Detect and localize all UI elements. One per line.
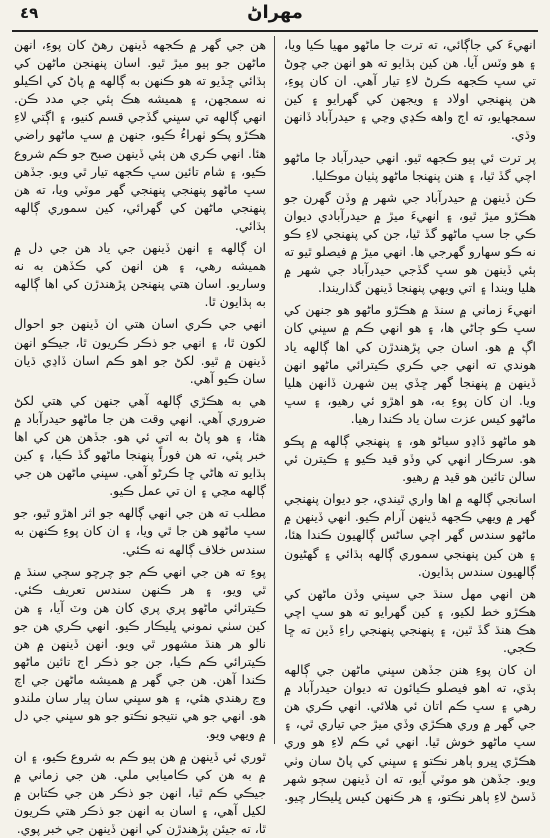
page-header [0,0,550,30]
paragraph: انهيءَ کي جاڳائي، ته ترت جا ماڻهو مهيا ڪيا ويا، ۽ هو وٽس آيا. هن کين ٻڌايو ته هو انهن جي چوڻ تي سڀ ڪجهه ڪرڻ لاءِ تيار آهي. ان کان پوءِ، هن پنهنجي اولاد ۽ ويجهن کي گهرايو ۽ کين سمجهايو، ته اڄ واهه ڪڍي وڃي ۽ حيدرآباد ڏانهن وڌي. [284,37,536,143]
paragraph: ان ڳالهه ۽ انهن ڏينهن جي ياد هن جي دل ۾ هميشه رهي، ۽ هن انهن کي ڪڏهن به نه وساريو. اسان هتي پنهنجن پڙهندڙن کي اها ڳالهه به ٻڌايون ٿا. [14,240,266,310]
right-column [284,36,536,804]
paragraph: هي به هڪڙي ڳالهه آهي جنهن کي هتي لکڻ ضروري آهي. انهي وقت هن جا ماڻهو حيدرآباد ۾ هئا، ۽ هو پاڻ به اتي ئي هو. جڏهن هن کي اها خبر پئي، ته هن فوراً پنهنجا ماڻهو گڏ ڪيا، ۽ کين ٻڌايو ته هاڻي ڇا ڪرڻو آهي. سڀني ماڻهن هن جي ڳالهه مڃي ۽ ان تي عمل ڪيو. [14,392,266,499]
paragraph: ان کان پوءِ هنن جڏهن سڀني ماڻهن جي ڳالهه ٻڌي، ته اهو فيصلو ڪيائون ته ديوان حيدرآباد ۾ رهي ۽ سڀ ڪم اتان ئي هلائي. انهي ڪري هن جي گهر ۾ وري هڪڙي وڏي ميڙ جي تياري ٿي، ۽ سڀ ماڻهو خوش ٿيا. انهي ئي ڪم لاءِ هو وري هڪڙي ڀيرو ٻاهر نڪتو ۽ سڀني کي پاڻ سان وٺي ويو. جڏهن هو موٽي آيو، ته ان ڏينهن سڄو شهر ڏسڻ لاءِ ٻاهر نڪتو، ۽ هر ڪنهن کيس ڀليڪار چيو. [284,662,536,804]
header-rule [12,30,538,32]
paragraph: مطلب ته هن جي انهي ڳالهه جو اثر اهڙو ٿيو، جو سڀ ماڻهو هن جا ٿي ويا، ۽ ان کان پوءِ ڪنهن به سندس خلاف ڳالهه نه ڪئي. [14,505,266,557]
paragraph: انهيءَ زماني ۾ سنڌ ۾ هڪڙو ماڻهو هو جنهن کي سڀ ڪو ڄاڻي ها، ۽ هو انهي ڪم ۾ سڀني کان اڳ ۾ هو. اسان جي پڙهندڙن کي اها ڳالهه ياد هوندي ته انهي جي ڪري ڪيترائي ماڻهو انهن ڏينهن ۾ پنهنجا گهر ڇڏي ٻين شهرن ڏانهن هليا ويا. ان کان پوءِ به، هو اهڙو ئي رهيو، ۽ سڀ ماڻهو کيس عزت سان ياد ڪندا رهيا. [284,302,536,426]
paragraph: ڪن ڏينهن ۾ حيدرآباد جي شهر ۾ وڏن گهرن جو هڪڙو ميڙ ٿيو، ۽ انهيءَ ميڙ ۾ حيدرآبادي ديوان ڪي جا سڀ ماڻهو گڏ ٿيا، جن کي پنهنجي لاءِ ڪو نه ڪو سهارو گهرجي ها. انهي ميڙ ۾ فيصلو ٿيو ته ٻئي ڏينهن هو سڀ گڏجي حيدرآباد جي شهر ۾ هليا ويندا ۽ اتي ويهي پنهنجا ڏينهن گذاريندا. [284,189,536,296]
page-number: ٤٩ [20,4,39,22]
left-column [14,36,266,836]
running-title: مهراڻ [247,2,303,23]
paragraph: پر ترت ئي ٻيو ڪجهه ٿيو. انهي حيدرآباد جا ماڻهو اچي گڏ ٿيا، ۽ هنن پنهنجا ماڻهو پٺيان موڪليا. [284,149,536,183]
paragraph: هو ماڻهو ڏاڍو سياڻو هو، ۽ پنهنجي ڳالهه ۾ پڪو هو. سرڪار انهي کي وڏو قيد ڪيو ۽ ڪيترن ئي سالن تائين هو قيد ۾ رهيو. [284,432,536,485]
paragraph: هن جي گهر ۾ ڪجهه ڏينهن رهڻ کان پوءِ، انهن ماڻهن جو ٻيو ميڙ ٿيو. اسان پنهنجن ماڻهن کي ٻڌائي ڇڏيو ته هو ڪنهن به ڳالهه ۾ پاڻ کي اڪيلو نه سمجهن، ۽ هميشه هڪ ٻئي جي مدد ڪن. انهي ڳالهه تي سڀني گڏجي قسم کنيو، ۽ اڳتي لاءِ هڪڙو پڪو ٺهراءُ ڪيو، جنهن ۾ سڀ ماڻهو راضي هئا. انهي ڪري هن ٻئي ڏينهن صبح جو ڪم شروع ڪيو، ۽ شام تائين سڀ ڪجهه تيار ٿي ويو. جڏهن سڀ ماڻهو پنهنجي پنهنجي گهر موٽي ويا، ته هن پنهنجي ماڻهن کي گهرائي، کين سموري ڳالهه ٻڌائي. [14,37,266,233]
column-divider [274,36,275,744]
paragraph: ٿوري ئي ڏينهن ۾ هن ٻيو ڪم به شروع ڪيو، ۽ ان ۾ به هن کي ڪاميابي ملي. هن جي زماني ۾ جيڪي ڪم ٿيا، انهن جو ذڪر هن جي ڪتابن ۾ لکيل آهي، ۽ اسان به انهن جو ذڪر هتي ڪريون ٿا، ته جيئن پڙهندڙن کي انهن ڏينهن جي خبر پوي. [14,748,266,836]
paragraph: اسانجي ڳالهه ۾ اها واري ٿيندي، جو ديوان پنهنجي گهر ۾ ويهي ڪجهه ڏينهن آرام ڪيو. انهي ڏينهن ۾ ماڻهو سندس گهر اچي ساڻس ڳالهيون ڪندا هئا، ۽ هن کين پنهنجي سموري ڳالهه ٻڌائي ۽ گهڻيون ڳالهيون سندس ٻڌايون. [284,491,536,579]
paragraph: پوءِ ته هن جي انهي ڪم جو چرچو سڄي سنڌ ۾ ٿي ويو، ۽ هر ڪنهن سندس تعريف ڪئي. ڪيترائي ماڻهو پري پري کان هن وٽ آيا، ۽ هن کين سٺي نموني ڀليڪار ڪيو. انهي ڪري هن جو نالو هر هنڌ مشهور ٿي ويو. انهن ڏينهن ۾ هن ڪيترائي ڪم ڪيا، جن جو ذڪر اڄ تائين ماڻهو ڪندا آهن. هن جي گهر ۾ هميشه ماڻهن جي اچ وڃ رهندي هئي، ۽ هو سڀني سان پيار سان ملندو هو. انهي جو هي نتيجو نڪتو جو هو سڀني جي دل ۾ ويهي ويو. [14,563,266,742]
paragraph: هن انهي مهل سنڌ جي سڀني وڏن ماڻهن کي هڪڙو خط لکيو، ۽ کين گهرايو ته هو سڀ اچي هڪ هنڌ گڏ ٿين، ۽ پنهنجي پنهنجي راءِ ڏين ته ڇا ڪجي. [284,585,536,655]
paragraph: انهي جي ڪري اسان هتي ان ڏينهن جو احوال لکون ٿا، ۽ انهي جو ذڪر ڪريون ٿا، جيڪو انهن ڏينهن ۾ ٿيو. لکڻ جو اهو ڪم اسان ڏاڍي ڌيان سان ڪيو آهي. [14,316,266,386]
